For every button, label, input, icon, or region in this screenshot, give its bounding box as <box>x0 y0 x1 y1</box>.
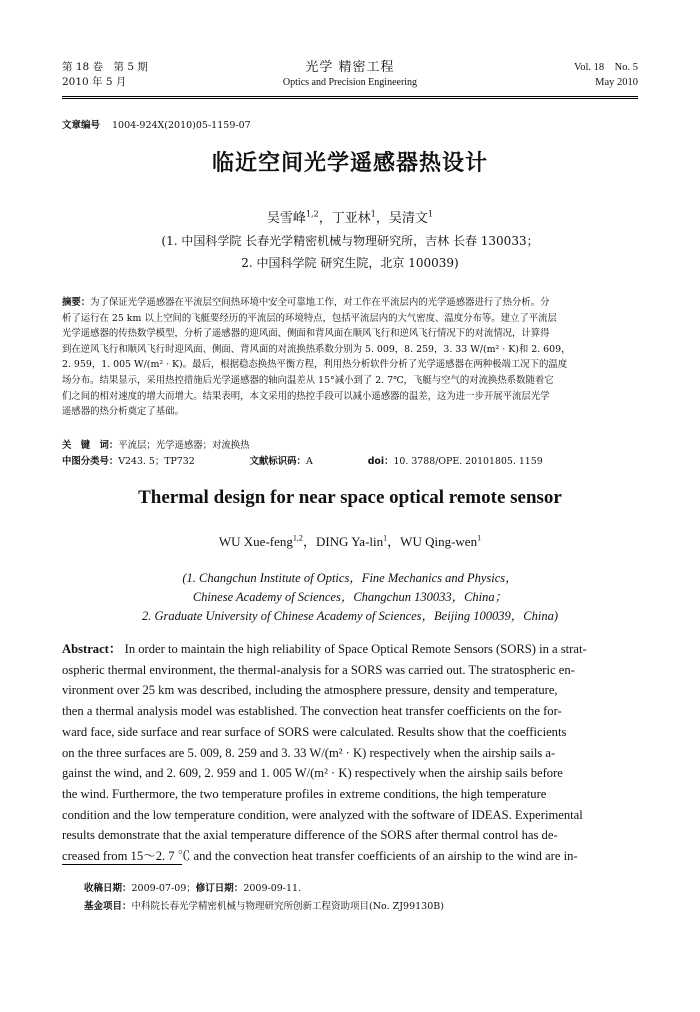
journal-name-en: Optics and Precision Engineering <box>282 77 418 88</box>
abstract-en-line: results demonstrate that the axial temperature difference of the SORS after thermal control has de- <box>62 828 558 843</box>
abstract-en-line: condition and the low temperature condition, were analyzed with the software of IDEAS. Experimental <box>62 807 583 822</box>
abstract-cn-label: 摘要： <box>62 297 91 308</box>
abstract-cn-line: 摘要：为了保证光学遥感器在平流层空间热环境中安全可靠地工作，对工作在平流层内的光学遥感器进行了热分析。分 <box>62 297 550 308</box>
header-right <box>574 60 638 90</box>
date-en: May 2010 <box>595 77 638 88</box>
abstract-en-line: the wind. Furthermore, the two temperature profiles in extreme conditions, the high temperature <box>62 786 547 801</box>
abstract-cn-line: 们之间的相对速度的增大而增大。结果表明，本文采用的热控手段可以减小遥感器的温差，这为进一步开展平流层光学 <box>62 390 550 402</box>
abstract-cn-line: 场分布。结果显示，采用热控措施后光学遥感器的轴向温差从 15°减小到了 2. 7℃，飞艇与空气的对流换热系数随着它 <box>62 374 554 386</box>
footnote-rule <box>62 864 182 865</box>
affiliation-cn-2: 2. 中国科学院 研究生院，北京 100039) <box>241 256 459 270</box>
abstract-en-line: Abstract： In order to maintain the high reliability of Space Optical Remote Sensors (SORS) in a strat- <box>62 642 587 656</box>
footnote-fund: 基金项目：中科院长春光学精密机械与物理研究所创新工程资助项目(No. ZJ99130B) <box>84 901 444 912</box>
abstract-en-line: on the three surfaces are 5. 009, 8. 259 and 3. 33 W/(m² · K) respectively when the airship sails a- <box>62 745 556 760</box>
author-en: DING Ya-lin <box>315 534 384 549</box>
journal-name-cn: 光学 精密工程 <box>305 60 395 75</box>
abstract-cn-line: 遥感器的热分析奠定了基础。 <box>62 406 184 418</box>
volume-issue-cn: 第 18 卷 第 5 期 <box>62 61 148 73</box>
classification-line <box>62 453 595 467</box>
header-center <box>62 60 638 90</box>
abstract-en-line: creased from 15～2. 7 ℃ and the convection heat transfer coefficients of an airship to the wind are in- <box>62 849 578 864</box>
authors-cn: 吴雪峰$^{1,2}$，丁亚林$^1$，吴清文$^1$ <box>266 209 434 226</box>
footnote-dates: 收稿日期：2009-07-09；修订日期：2009-09-11. <box>84 883 302 894</box>
clc-code: 中图分类号：V243. 5；TP732 <box>62 456 195 467</box>
document-code: 文献标识码：A <box>249 456 313 467</box>
affiliation-en-2: Chinese Academy of Sciences，Changchun 130033，China； <box>192 590 508 604</box>
abstract-cn-line: 光学遥感器的传热数学模型，分析了遥感器的迎风面、侧面和背风面在顺风飞行和逆风飞行情况下的对流情况，计算得 <box>62 328 550 340</box>
abstract-en-line: vironment over 25 km was described, including the atmosphere pressure, density and temperature, <box>62 683 558 698</box>
affiliation-cn-1: (1. 中国科学院 长春光学精密机械与物理研究所，吉林 长春 130033； <box>161 234 539 248</box>
running-header <box>62 60 638 94</box>
abstract-en-line: then a thermal analysis model was established. The convection heat transfer coefficients on the for- <box>62 704 562 719</box>
author-en: WU Xue-feng <box>218 534 293 549</box>
author-sup: 1,2 <box>292 533 303 543</box>
abstract-cn-line: 2. 959，1. 005 W/(m² · K)。最后，根据稳态换热平衡方程，利用热分析软件分析了光学遥感器在两种极端工况下的温度 <box>62 359 568 371</box>
author-cn: 吴雪峰 <box>266 211 306 226</box>
article-number-label: 文章编号 <box>62 120 101 131</box>
affiliation-en-1: (1. Changchun Institute of Optics，Fine Mechanics and Physics， <box>182 571 518 585</box>
article-number-value: 1004-924X(2010)05-1159-07 <box>112 120 251 131</box>
author-sup: 1 <box>477 533 482 543</box>
abstract-cn <box>62 295 638 420</box>
abstract-en <box>62 639 638 867</box>
abstract-cn-line: 到在逆风飞行和顺风飞行时迎风面、侧面、背风面的对流换热系数分别为 5. 009，8. 259，3. 33 W/(m² · K)和 2. 609， <box>62 343 571 355</box>
affiliation-en-3: 2. Graduate University of Chinese Academy of Sciences，Beijing 100039，China) <box>141 609 558 623</box>
abstract-cn-line: 析了运行在 25 km 以上空间的飞艇要经历的平流层的环境特点，包括平流层内的大气密度、温度分布等。建立了平流层 <box>62 312 557 324</box>
abstract-en-label: Abstract： <box>62 642 122 656</box>
author-cn: 丁亚林 <box>331 211 371 226</box>
doi: doi：10. 3788/OPE. 20101805. 1159 <box>367 456 543 467</box>
keywords-label: 关 键 词： <box>62 440 119 451</box>
keywords-value: 平流层；光学遥感器；对流换热 <box>118 440 250 451</box>
author-cn: 吴清文 <box>388 211 428 226</box>
authors-en: WU Xue-feng$^{1,2}$，DING Ya-lin$^1$，WU Qing-wen$^1$ <box>218 533 482 549</box>
header-rule-bottom <box>62 98 638 99</box>
author-sup: 1 <box>427 209 434 219</box>
header-rule-top <box>62 96 638 97</box>
author-sup: 1 <box>383 533 388 543</box>
abstract-en-line: gainst the wind, and 2. 609, 2. 959 and 1. 005 W/(m² · K) respectively when the airship sails before <box>62 766 563 781</box>
keywords-cn <box>62 437 250 451</box>
title-cn: 临近空间光学遥感器热设计 <box>211 151 488 176</box>
volume-issue-en: Vol. 18 No. 5 <box>574 62 638 73</box>
author-sup: 1 <box>370 209 376 219</box>
title-en: Thermal design for near space optical remote sensor <box>138 487 562 508</box>
abstract-en-line: ospheric thermal environment, the thermal-analysis for a SORS was carried out. The stratospheric en- <box>62 662 575 677</box>
date-cn: 2010 年 5 月 <box>62 76 127 88</box>
abstract-en-line: ward face, side surface and rear surface of SORS were calculated. Results show that the coefficients <box>62 724 567 739</box>
author-en: WU Qing-wen <box>400 534 478 549</box>
author-sup: 1,2 <box>305 209 319 219</box>
article-number <box>62 117 251 131</box>
